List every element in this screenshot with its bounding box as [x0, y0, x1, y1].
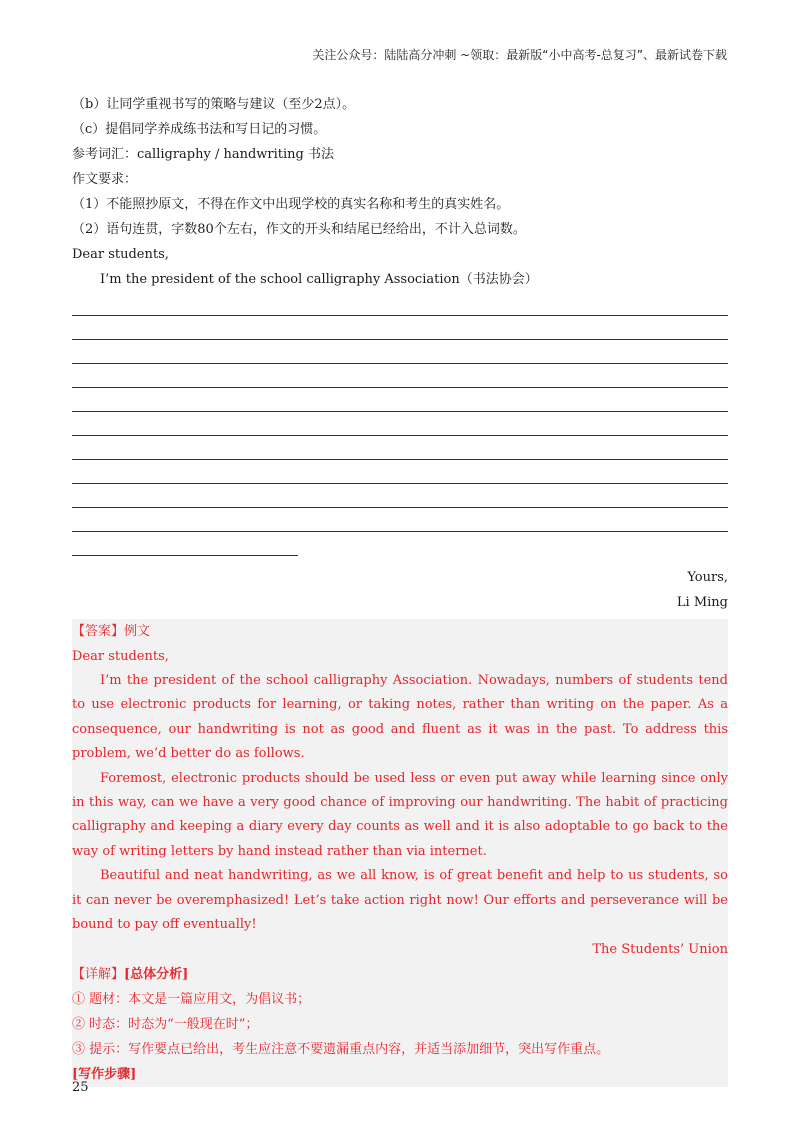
analysis-2: ② 时态：时态为“一般现在时”； [72, 1017, 259, 1033]
page-content [72, 92, 728, 1087]
point-c: （c）提倡同学养成练书法和写日记的习惯。 [72, 122, 327, 137]
writing-line [72, 388, 728, 412]
requirement-2: （2）语句连贯，字数80个左右，作文的开头和结尾已经给出，不计入总词数。 [72, 222, 526, 237]
page-number: 25 [72, 1080, 89, 1095]
analysis-1: ① 题材：本文是一篇应用文，为倡议书； [72, 992, 311, 1008]
writing-lines [72, 292, 728, 556]
closing-yours: Yours, [687, 570, 728, 585]
answer-section [72, 619, 728, 1087]
writing-line [72, 340, 728, 364]
closing-name: Li Ming [676, 595, 728, 610]
writing-line [72, 292, 728, 316]
point-b: （b）让同学重视书写的策略与建议（至少2点）。 [72, 97, 356, 112]
answer-signature: The Students’ Union [592, 942, 728, 958]
writing-line [72, 508, 728, 532]
writing-line [72, 436, 728, 460]
analysis-3: ③ 提示：写作要点已给出，考生应注意不要遗漏重点内容，并适当添加细节，突出写作重点。 [72, 1042, 610, 1058]
answer-paragraph-2: Foremost, electronic products should be used less or even put away while learning since only in this way, can we have a very good chance of improving our handwriting. The habit of practicing calligraphy and keeping a diary every day counts as well and it is also adoptable to go back to the way of writing letters by hand instead rather than via internet. [72, 770, 728, 859]
writing-line [72, 484, 728, 508]
answer-greeting: Dear students, [72, 649, 169, 664]
writing-line-short [72, 532, 298, 556]
answer-paragraph-1: I’m the president of the school calligraphy Association. Nowadays, numbers of students tend to use electronic products for learning, or taking notes, rather than writing on the paper. As a consequence, our handwriting is not as good and fluent as it was in the past. To address this problem, we’d better do as follows. [72, 673, 728, 762]
vocab-line: 参考词汇：calligraphy / handwriting 书法 [72, 147, 334, 162]
page-header: 关注公众号：陆陆高分冲刺 ~领取：最新版“小中高考-总复习”、最新试卷下载 [312, 48, 727, 62]
letter-opening: I’m the president of the school calligraphy Association（书法协会） [100, 272, 538, 287]
requirement-1: （1）不能照抄原文，不得在作文中出现学校的真实名称和考生的真实姓名。 [72, 197, 510, 212]
writing-line [72, 316, 728, 340]
writing-line [72, 460, 728, 484]
requirements-title: 作文要求： [72, 172, 138, 187]
writing-line [72, 364, 728, 388]
detail-label: 【详解】 [72, 967, 125, 983]
detail-title: [总体分析] [124, 967, 189, 983]
answer-label: 【答案】例文 [72, 624, 151, 639]
letter-greeting: Dear students, [72, 247, 169, 262]
answer-paragraph-3: Beautiful and neat handwriting, as we all know, is of great benefit and help to us students, so it can never be overemphasized! Let’s take action right now! Our efforts and perseverance will be bound to pay off eventually! [72, 868, 728, 933]
writing-line [72, 412, 728, 436]
detail-heading [72, 962, 728, 987]
steps-title: [写作步骤] [72, 1067, 137, 1083]
